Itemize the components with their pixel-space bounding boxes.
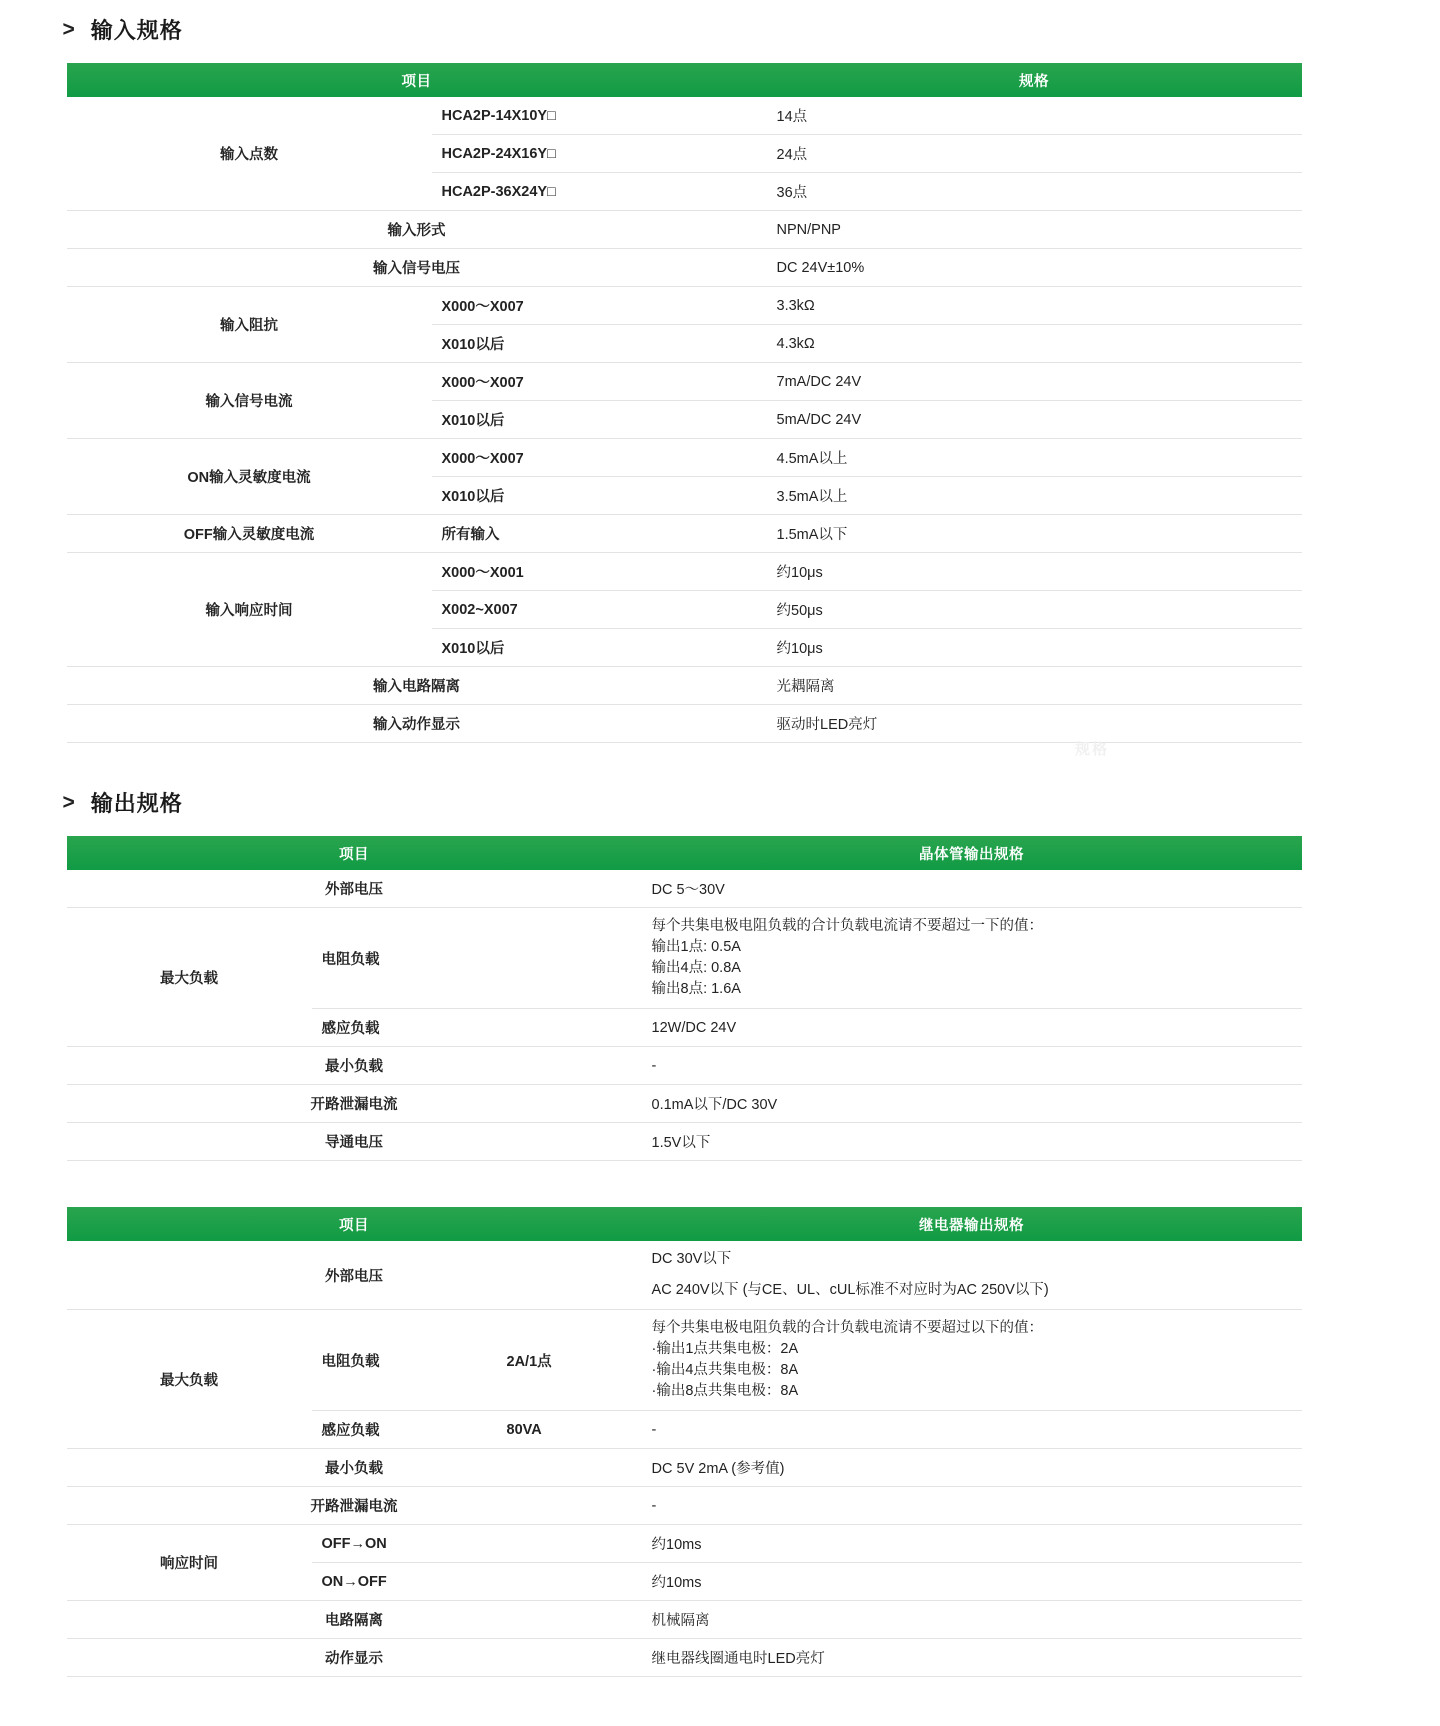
value-line: ·输出8点共集电极：8A <box>651 1383 799 1400</box>
watermark-text: 规格 <box>1075 741 1110 758</box>
row-value: 0.1mA以下/DC 30V <box>642 1085 1302 1123</box>
value-line: DC 30V以下 <box>651 1251 732 1268</box>
row-label: 动作显示 <box>67 1639 642 1677</box>
row-value: 12W/DC 24V <box>642 1009 1302 1047</box>
row-value: - <box>642 1411 1302 1449</box>
table-row <box>67 1241 1302 1310</box>
value-line: 每个共集电极电阻负载的合计负载电流请不要超过以下的值： <box>651 1320 1044 1337</box>
row-value: - <box>642 1487 1302 1525</box>
row-label: 最大负载 <box>67 908 312 1047</box>
table-row <box>67 363 1302 401</box>
table-header <box>67 1207 1302 1241</box>
value-line: ·输出4点共集电极：8A <box>651 1362 799 1379</box>
chevron-right-icon: > <box>62 18 75 41</box>
row-sublabel: 电阻负载 <box>312 908 642 1009</box>
row-sublabel: 感应负载 <box>312 1411 497 1449</box>
row-value: 约10μs <box>767 629 1302 667</box>
row-sublabel: X000～X007 <box>432 363 767 401</box>
row-label: 最小负载 <box>67 1047 642 1085</box>
row-value: 1.5mA以下 <box>767 515 1302 553</box>
row-label: 输入形式 <box>67 211 767 249</box>
row-value: 驱动时LED亮灯 <box>767 705 1302 743</box>
column-header-spec: 晶体管输出规格 <box>642 836 1302 870</box>
row-label: 输入响应时间 <box>67 553 432 667</box>
row-value: DC 24V±10% <box>767 249 1302 287</box>
table-row <box>67 1487 1302 1525</box>
row-label: 输入点数 <box>67 97 432 211</box>
row-sublabel: ON→OFF <box>312 1563 642 1601</box>
row-label: 响应时间 <box>67 1525 312 1601</box>
row-value: 24点 <box>767 135 1302 173</box>
row-value: 约50μs <box>767 591 1302 629</box>
section-title: 输出规格 <box>90 791 183 816</box>
row-label: 输入电路隔离 <box>67 667 767 705</box>
table-body <box>67 97 1302 743</box>
row-value: DC 5～30V <box>642 870 1302 908</box>
input-spec-table <box>67 63 1302 743</box>
value-line: 每个共集电极电阻负载的合计负载电流请不要超过一下的值： <box>651 918 1043 934</box>
row-label: 输入信号电流 <box>67 363 432 439</box>
column-header-item: 项目 <box>67 1207 642 1241</box>
column-header-item: 项目 <box>67 63 767 97</box>
table-row <box>67 1310 1302 1411</box>
row-value: 继电器线圈通电时LED亮灯 <box>642 1639 1302 1677</box>
table-row <box>67 705 1302 743</box>
row-sublabel: 感应负载 <box>312 1009 642 1047</box>
row-label: 外部电压 <box>67 870 642 908</box>
row-label: 输入动作显示 <box>67 705 767 743</box>
value-line: AC 240V以下 (与CE、UL、cUL标准不对应时为AC 250V以下) <box>651 1282 1049 1299</box>
row-value: 5mA/DC 24V <box>767 401 1302 439</box>
table-body <box>67 1241 1302 1677</box>
row-sublabel: X010以后 <box>432 325 767 363</box>
row-value <box>642 908 1302 1009</box>
table-row <box>67 515 1302 553</box>
table-row <box>67 287 1302 325</box>
value-line: 输出1点: 0.5A <box>651 939 741 956</box>
table-row <box>67 1047 1302 1085</box>
row-sublabel: 电阻负载 <box>312 1310 497 1411</box>
row-value: 7mA/DC 24V <box>767 363 1302 401</box>
row-value: 36点 <box>767 173 1302 211</box>
row-sublabel: X010以后 <box>432 629 767 667</box>
table-row <box>67 908 1302 1009</box>
row-label: 最小负载 <box>67 1449 642 1487</box>
row-value: - <box>642 1047 1302 1085</box>
table-row <box>67 1639 1302 1677</box>
row-label: ON输入灵敏度电流 <box>67 439 432 515</box>
row-value: 3.3kΩ <box>767 287 1302 325</box>
row-sublabel: X000～X007 <box>432 439 767 477</box>
column-header-spec: 规格 <box>767 63 1302 97</box>
row-value: 14点 <box>767 97 1302 135</box>
table-row <box>67 97 1302 135</box>
row-sublabel: HCA2P-24X16Y□ <box>432 135 767 173</box>
row-sublabel: OFF→ON <box>312 1525 642 1563</box>
table-row <box>67 249 1302 287</box>
table-row <box>67 1525 1302 1563</box>
relay-output-spec-table <box>67 1207 1302 1677</box>
table-row <box>67 553 1302 591</box>
row-value: 4.3kΩ <box>767 325 1302 363</box>
table-row <box>67 211 1302 249</box>
row-sublabel: X002~X007 <box>432 591 767 629</box>
row-sublabel: 所有输入 <box>432 515 767 553</box>
row-value: 光耦隔离 <box>767 667 1302 705</box>
row-value: DC 5V 2mA (参考值) <box>642 1449 1302 1487</box>
table-header <box>67 836 1302 870</box>
section-title: 输入规格 <box>90 18 183 43</box>
row-sublabel-value: 2A/1点 <box>497 1310 642 1411</box>
table-row <box>67 1085 1302 1123</box>
row-value: NPN/PNP <box>767 211 1302 249</box>
value-spacer <box>652 1270 1292 1280</box>
row-label: 外部电压 <box>67 1241 642 1310</box>
table-body <box>67 870 1302 1161</box>
table-row <box>67 1601 1302 1639</box>
row-value <box>642 1310 1302 1411</box>
section-heading-output-spec <box>33 787 1408 818</box>
row-label: 导通电压 <box>67 1123 642 1161</box>
row-sublabel: HCA2P-14X10Y□ <box>432 97 767 135</box>
value-line: 输出4点: 0.8A <box>651 960 741 977</box>
table-header-row <box>67 836 1302 870</box>
row-label: 电路隔离 <box>67 1601 642 1639</box>
table-spacer <box>33 1161 1408 1207</box>
row-label: 输入阻抗 <box>67 287 432 363</box>
table-row <box>67 1123 1302 1161</box>
table-row <box>67 439 1302 477</box>
row-value: 机械隔离 <box>642 1601 1302 1639</box>
row-label: 最大负载 <box>67 1310 312 1449</box>
row-value: 4.5mA以上 <box>767 439 1302 477</box>
column-header-spec: 继电器输出规格 <box>642 1207 1302 1241</box>
row-value: 约10μs <box>767 553 1302 591</box>
row-label: 开路泄漏电流 <box>67 1487 642 1525</box>
row-value <box>642 1241 1302 1310</box>
document-content <box>33 0 1408 1677</box>
section-heading-input-spec <box>33 14 1408 45</box>
row-sublabel: X000～X001 <box>432 553 767 591</box>
row-sublabel-value: 80VA <box>497 1411 642 1449</box>
row-sublabel: X000～X007 <box>432 287 767 325</box>
row-value: 约10ms <box>642 1563 1302 1601</box>
transistor-output-spec-table <box>67 836 1302 1161</box>
row-label: 开路泄漏电流 <box>67 1085 642 1123</box>
column-header-item: 项目 <box>67 836 642 870</box>
row-value: 约10ms <box>642 1525 1302 1563</box>
row-sublabel: X010以后 <box>432 477 767 515</box>
row-sublabel: HCA2P-36X24Y□ <box>432 173 767 211</box>
value-line: ·输出1点共集电极：2A <box>651 1341 799 1358</box>
table-header-row <box>67 1207 1302 1241</box>
row-value: 1.5V以下 <box>642 1123 1302 1161</box>
row-label: 输入信号电压 <box>67 249 767 287</box>
row-sublabel: X010以后 <box>432 401 767 439</box>
value-line: 输出8点: 1.6A <box>651 981 741 998</box>
row-label: OFF输入灵敏度电流 <box>67 515 432 553</box>
table-header-row <box>67 63 1302 97</box>
table-row <box>67 667 1302 705</box>
table-header <box>67 63 1302 97</box>
row-value: 3.5mA以上 <box>767 477 1302 515</box>
chevron-right-icon: > <box>62 791 75 814</box>
table-row <box>67 870 1302 908</box>
table-row <box>67 1449 1302 1487</box>
